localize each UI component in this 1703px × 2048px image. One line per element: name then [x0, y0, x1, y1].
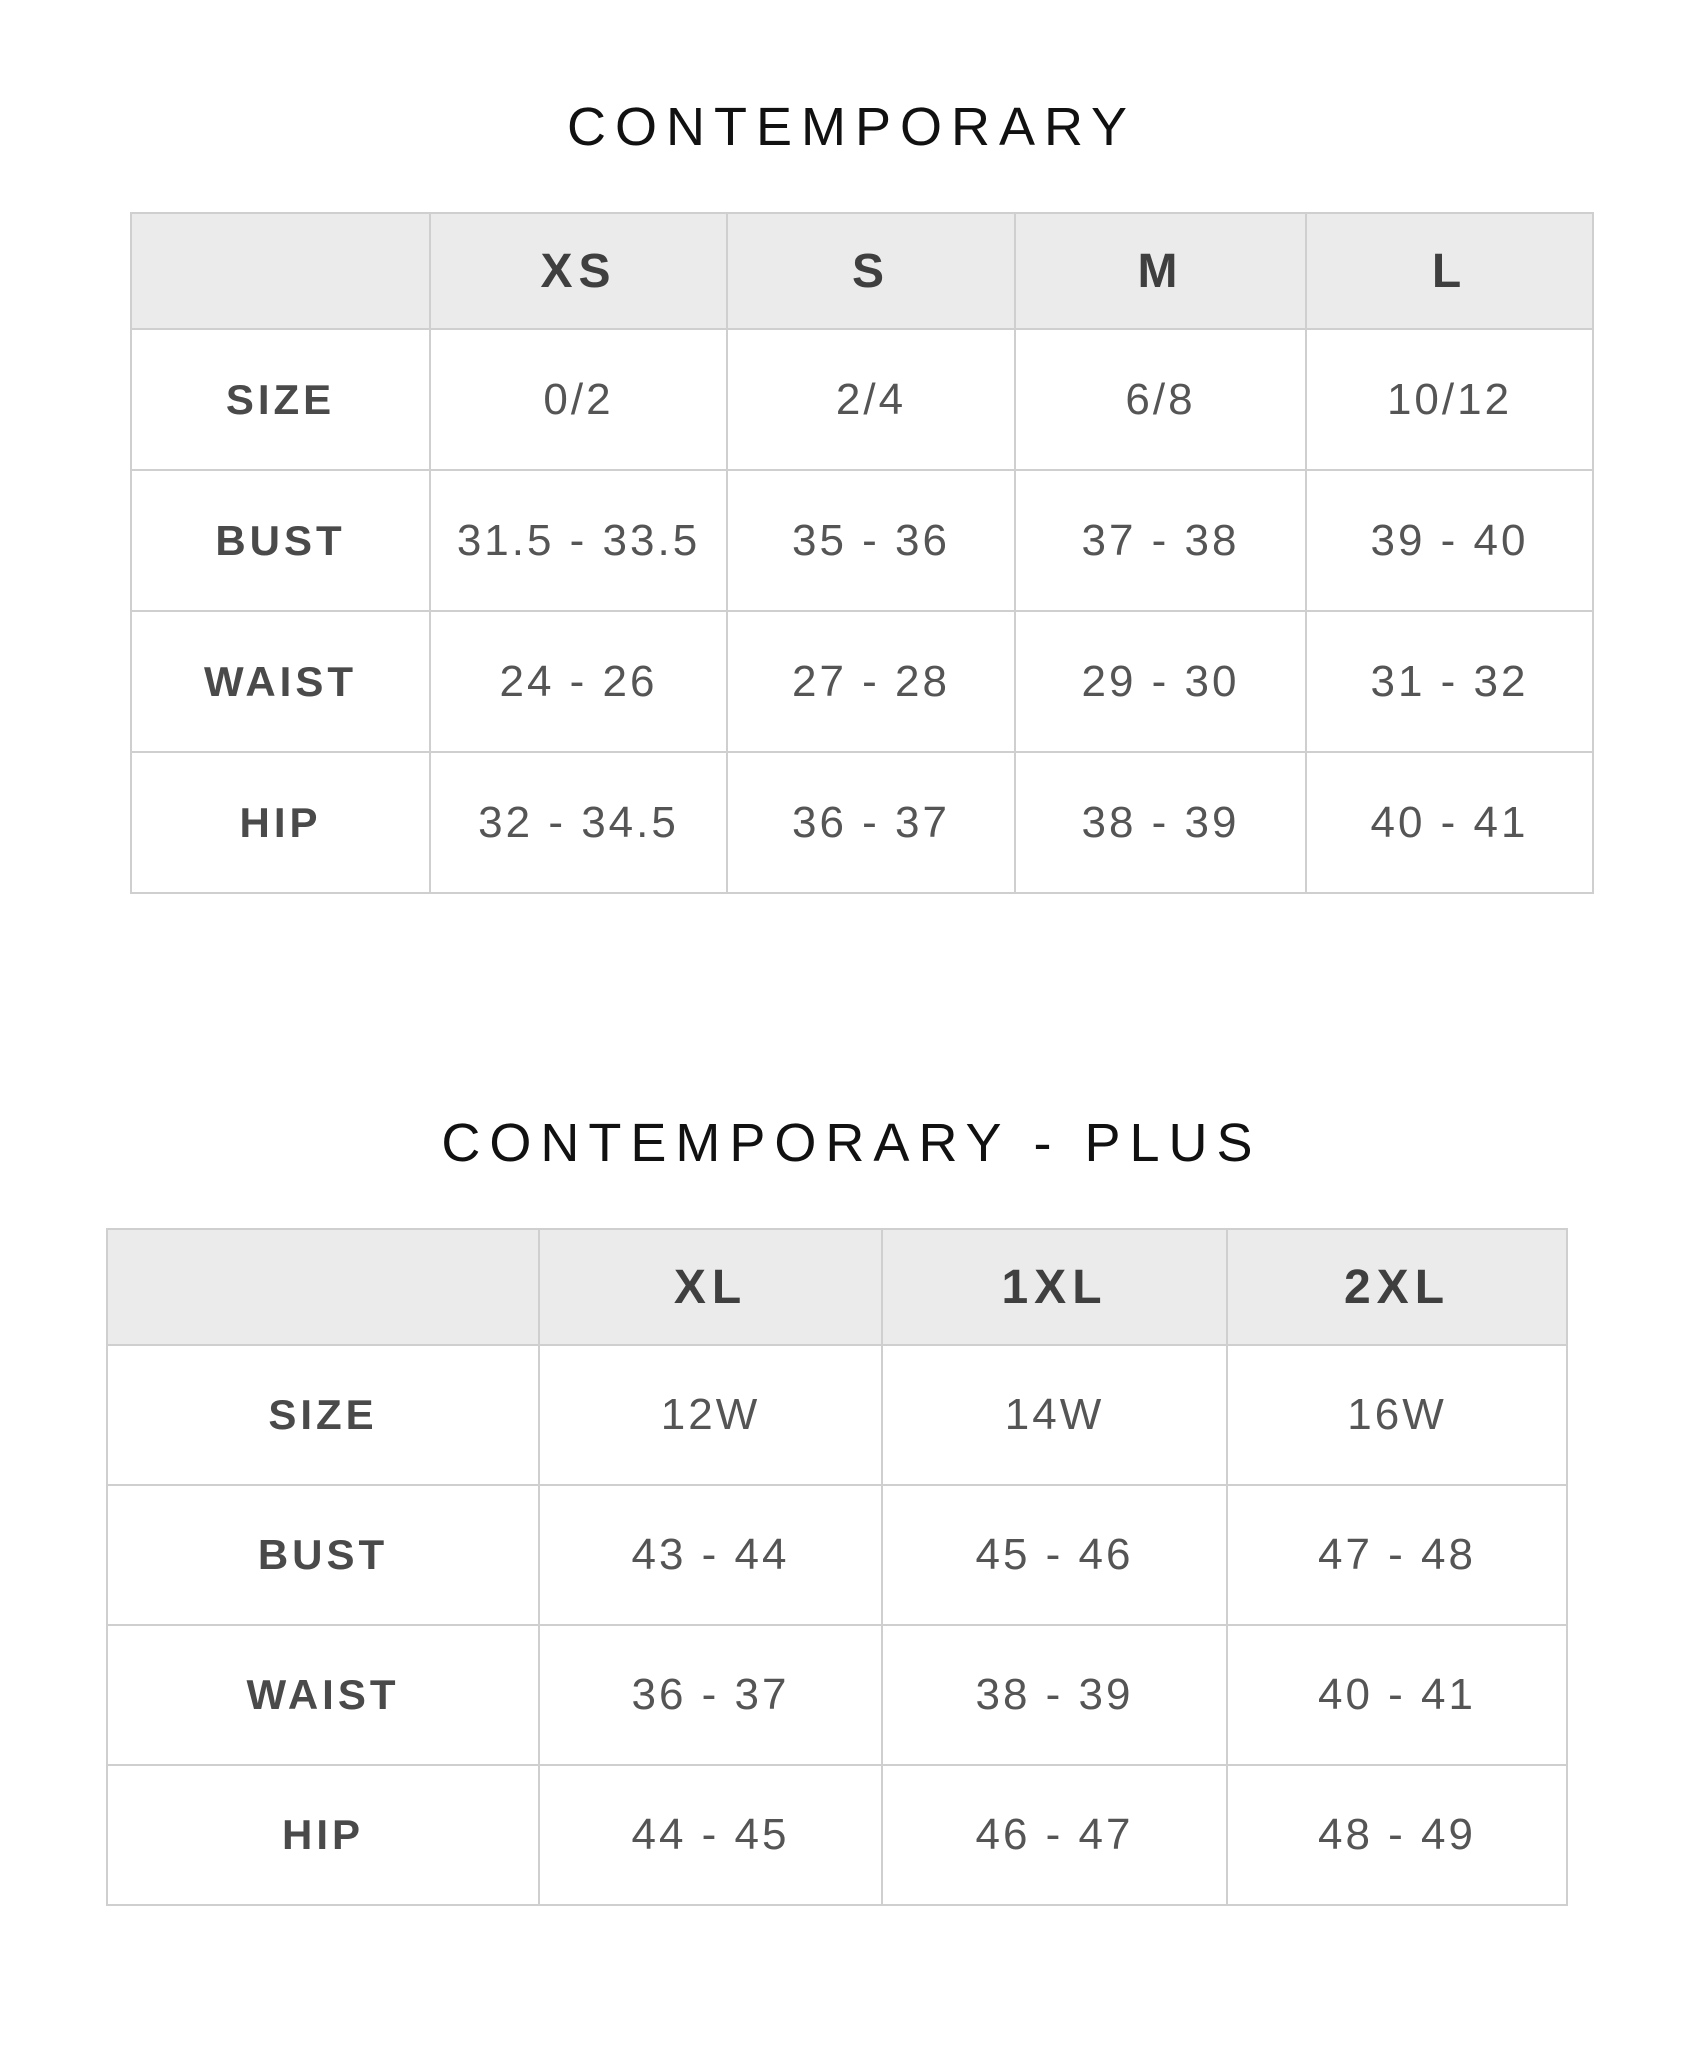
row-label: BUST	[107, 1485, 539, 1625]
row-label: HIP	[131, 752, 430, 893]
value-cell: 46 - 47	[882, 1765, 1227, 1905]
header-corner-cell	[107, 1229, 539, 1345]
value-cell: 32 - 34.5	[430, 752, 727, 893]
value-cell: 10/12	[1306, 329, 1593, 470]
header-row	[131, 213, 1593, 329]
value-cell: 38 - 39	[882, 1625, 1227, 1765]
value-cell: 31.5 - 33.5	[430, 470, 727, 611]
header-cell: S	[727, 213, 1015, 329]
table-row	[107, 1345, 1567, 1485]
row-label: BUST	[131, 470, 430, 611]
value-cell: 35 - 36	[727, 470, 1015, 611]
table-row	[131, 752, 1593, 893]
header-row	[107, 1229, 1567, 1345]
header-cell: M	[1015, 213, 1306, 329]
header-cell: L	[1306, 213, 1593, 329]
header-corner-cell	[131, 213, 430, 329]
row-label: WAIST	[131, 611, 430, 752]
value-cell: 45 - 46	[882, 1485, 1227, 1625]
value-cell: 6/8	[1015, 329, 1306, 470]
value-cell: 36 - 37	[539, 1625, 882, 1765]
value-cell: 16W	[1227, 1345, 1567, 1485]
value-cell: 38 - 39	[1015, 752, 1306, 893]
value-cell: 43 - 44	[539, 1485, 882, 1625]
table-row	[107, 1765, 1567, 1905]
table-row	[107, 1485, 1567, 1625]
table-row	[131, 611, 1593, 752]
value-cell: 36 - 37	[727, 752, 1015, 893]
value-cell: 2/4	[727, 329, 1015, 470]
chart-title-contemporary: CONTEMPORARY	[566, 97, 1137, 157]
value-cell: 27 - 28	[727, 611, 1015, 752]
value-cell: 31 - 32	[1306, 611, 1593, 752]
value-cell: 40 - 41	[1306, 752, 1593, 893]
header-cell: 1XL	[882, 1229, 1227, 1345]
value-cell: 29 - 30	[1015, 611, 1306, 752]
value-cell: 40 - 41	[1227, 1625, 1567, 1765]
header-cell: XL	[539, 1229, 882, 1345]
table-row	[107, 1625, 1567, 1765]
value-cell: 47 - 48	[1227, 1485, 1567, 1625]
row-label: WAIST	[107, 1625, 539, 1765]
value-cell: 39 - 40	[1306, 470, 1593, 611]
value-cell: 12W	[539, 1345, 882, 1485]
value-cell: 48 - 49	[1227, 1765, 1567, 1905]
row-label: SIZE	[131, 329, 430, 470]
row-label: SIZE	[107, 1345, 539, 1485]
value-cell: 44 - 45	[539, 1765, 882, 1905]
value-cell: 24 - 26	[430, 611, 727, 752]
size-table-contemporary-plus	[106, 1228, 1568, 1906]
header-cell: XS	[430, 213, 727, 329]
row-label: HIP	[107, 1765, 539, 1905]
table-row	[131, 470, 1593, 611]
value-cell: 14W	[882, 1345, 1227, 1485]
size-table-contemporary	[130, 212, 1594, 894]
value-cell: 0/2	[430, 329, 727, 470]
header-cell: 2XL	[1227, 1229, 1567, 1345]
value-cell: 37 - 38	[1015, 470, 1306, 611]
table-row	[131, 329, 1593, 470]
chart-title-contemporary-plus: CONTEMPORARY - PLUS	[441, 1113, 1262, 1173]
